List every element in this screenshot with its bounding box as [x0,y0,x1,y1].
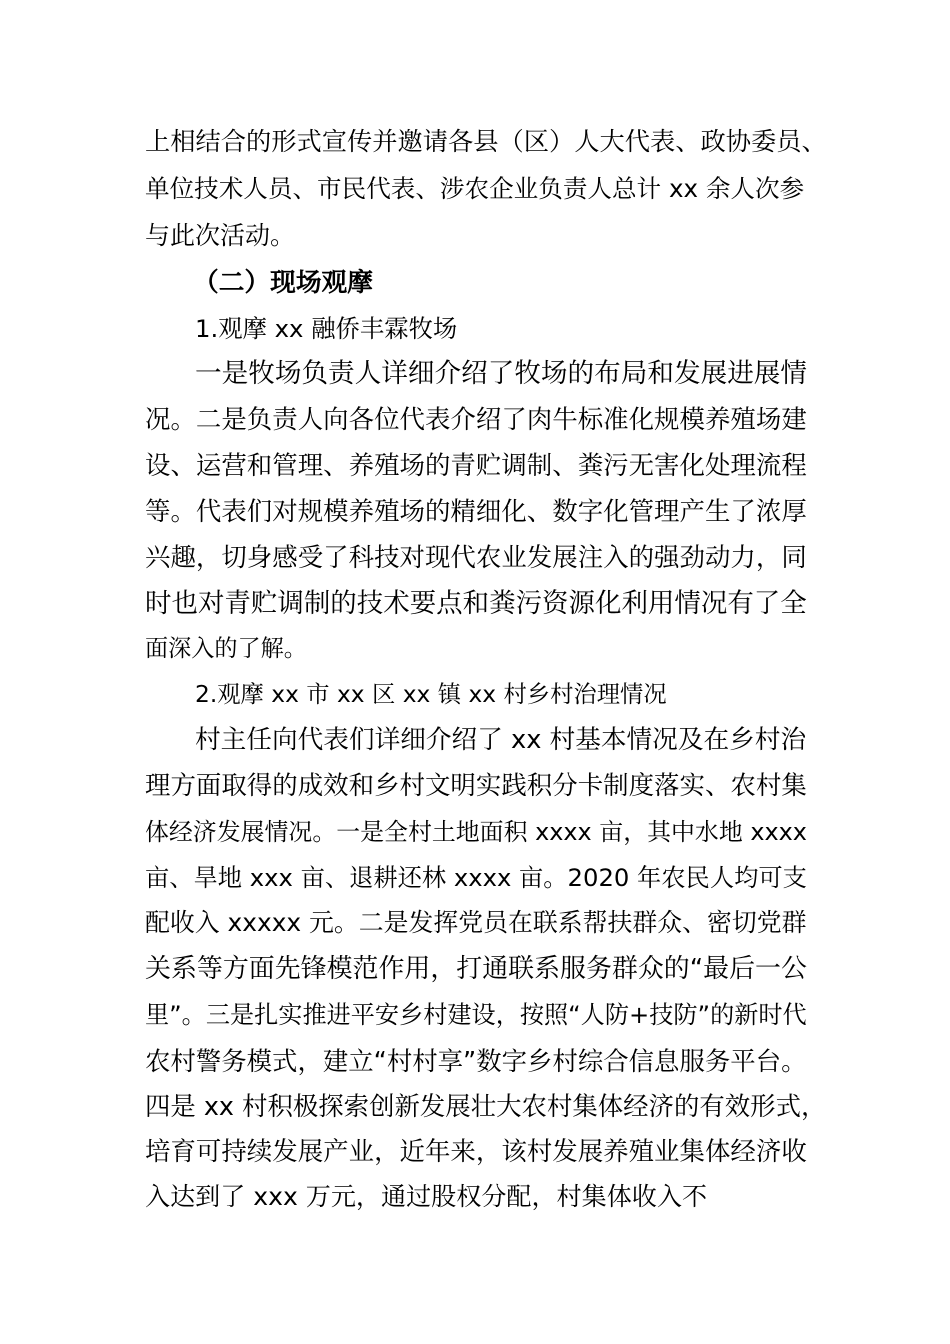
text-line-18: 配收入 xxxxx 元。二是发挥党员在联系帮扶群众、密切党群 [145,908,807,937]
text-line-7: 况。二是负责人向各位代表介绍了肉牛标准化规模养殖场建 [145,405,807,435]
text-line-10: 兴趣，切身感受了科技对现代农业发展注入的强劲动力，同 [145,543,807,573]
text-line-8: 设、运营和管理、养殖场的青贮调制、粪污无害化处理流程 [145,451,807,481]
text-line-23: 培育可持续发展产业，近年来，该村发展养殖业集体经济收 [145,1137,807,1167]
text-line-15: 理方面取得的成效和乡村文明实践积分卡制度落实、农村集 [145,771,807,801]
section-heading: （二）现场观摩 [193,268,373,298]
text-line-21: 农村警务模式，建立“村村享”数字乡村综合信息服务平台。 [145,1046,807,1076]
text-line-17: 亩、旱地 xxx 亩、退耕还林 xxxx 亩。2020 年农民人均可支 [145,863,807,892]
text-line-16: 体经济发展情况。一是全村土地面积 xxxx 亩，其中水地 xxxx [145,818,807,846]
subheading-1: 1.观摩 xx 融侨丰霖牧场 [195,314,457,343]
text-line-6: 一是牧场负责人详细介绍了牧场的布局和发展进展情 [195,358,807,389]
subheading-2: 2.观摩 xx 市 xx 区 xx 镇 xx 村乡村治理情况 [195,681,667,708]
text-line-9: 等。代表们对规模养殖场的精细化、数字化管理产生了浓厚 [145,497,807,527]
text-line-2: 单位技术人员、市民代表、涉农企业负责人总计 xx 余人次参 [145,174,805,203]
text-line-24: 入达到了 xxx 万元，通过股权分配，村集体收入不 [145,1182,707,1211]
text-line-3: 与此次活动。 [145,221,295,250]
text-line-14: 村主任向代表们详细介绍了 xx 村基本情况及在乡村治 [195,725,807,755]
text-line-1: 上相结合的形式宣传并邀请各县（区）人大代表、政协委员、 [145,127,827,156]
text-line-11: 时也对青贮调制的技术要点和粪污资源化利用情况有了全 [145,588,807,619]
text-line-20: 里”。三是扎实推进平安乡村建设，按照“人防+技防”的新时代 [145,1001,807,1029]
text-line-12: 面深入的了解。 [145,636,307,662]
text-line-22: 四是 xx 村积极探索创新发展壮大农村集体经济的有效形式， [145,1091,827,1121]
text-line-19: 关系等方面先锋模范作用，打通联系服务群众的“最后一公 [145,954,807,984]
